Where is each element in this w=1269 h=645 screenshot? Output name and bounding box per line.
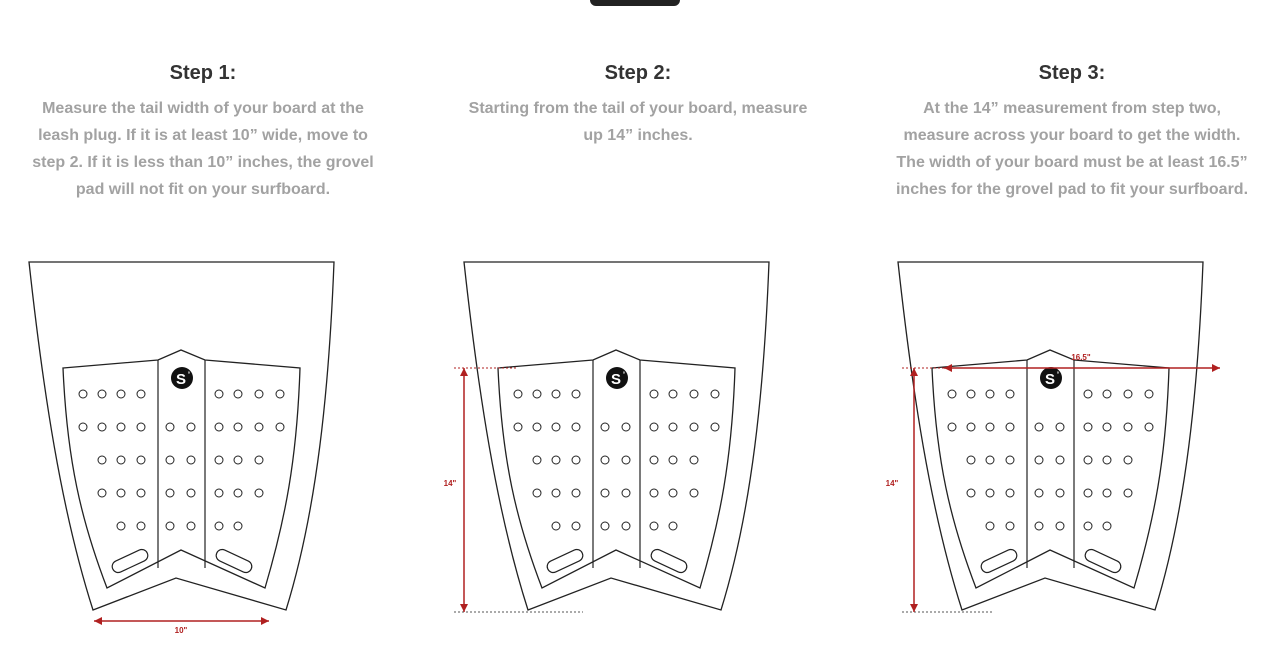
traction-dot-icon [117,522,125,530]
traction-dot-icon [690,456,698,464]
traction-dot-icon [1124,489,1132,497]
surfboard-tail-outline [898,262,1203,610]
traction-dot-icon [601,456,609,464]
traction-dot-icon [1124,423,1132,431]
traction-dot-icon [1103,489,1111,497]
step-1-diagram [3,250,403,645]
arrow-right-icon [1212,364,1220,372]
traction-dot-icon [572,456,580,464]
traction-dot-icon [215,390,223,398]
traction-dot-icon [255,423,263,431]
traction-dot-icon [986,522,994,530]
traction-dot-icon [533,456,541,464]
traction-dot-icon [166,456,174,464]
traction-dot-icon [1103,423,1111,431]
logo-letter: S [1044,371,1056,388]
traction-dot-icon [234,489,242,497]
traction-dot-icon [1035,522,1043,530]
traction-dot-icon [1035,489,1043,497]
width-measurement [94,617,269,635]
step-3-title: Step 3: [1038,62,1106,84]
traction-dot-icon [650,390,658,398]
traction-dot-icon [669,423,677,431]
traction-dot-icon [1145,423,1153,431]
arrow-down-icon [460,604,468,612]
step-1-description: Measure the tail width of your board at the leash plug. If it is at least 10” wide, move to step 2. If it is less than 10” inches, the grovel pad will not fit on your surfboard. [32,100,374,198]
traction-dot-icon [1056,456,1064,464]
step-2-diagram [438,250,838,645]
traction-dot-icon [690,390,698,398]
traction-dot-icon [948,423,956,431]
traction-dot-icon [986,456,994,464]
surfboard-tail-outline [464,262,769,610]
traction-dot-icon [650,423,658,431]
traction-dot-icon [276,390,284,398]
traction-dot-icon [650,489,658,497]
traction-dot-icon [986,390,994,398]
traction-dot-icon [117,489,125,497]
traction-dot-icon [533,390,541,398]
traction-dot-icon [117,423,125,431]
traction-dot-icon [1145,390,1153,398]
traction-dot-icon [187,522,195,530]
traction-dot-icon [1056,423,1064,431]
traction-dot-icon [533,423,541,431]
length-measure-label: 14" [443,479,457,488]
traction-dot-icon [117,456,125,464]
traction-dot-icon [137,489,145,497]
step-1-column [3,0,403,645]
traction-dot-icon [622,456,630,464]
traction-dot-icon [572,423,580,431]
traction-dot-icon [514,390,522,398]
board-outline [464,262,769,610]
traction-dot-icon [215,522,223,530]
traction-dot-icon [1006,390,1014,398]
traction-dot-icon [711,390,719,398]
traction-dot-icon [1056,489,1064,497]
traction-dot-icon [690,489,698,497]
traction-dot-icon [1084,456,1092,464]
step-2-description: Starting from the tail of your board, measure up 14” inches. [468,100,808,144]
traction-dot-icon [572,522,580,530]
traction-dot-icon [234,456,242,464]
traction-dot-icon [255,456,263,464]
traction-dot-icon [533,489,541,497]
traction-dot-icon [948,390,956,398]
traction-dot-icon [1103,456,1111,464]
traction-dot-icon [187,456,195,464]
arrow-right-icon [261,617,269,625]
traction-dot-icon [98,390,106,398]
traction-dot-icon [98,489,106,497]
traction-dot-icon [669,522,677,530]
logo-letter: S [610,371,622,388]
traction-dot-icon [552,423,560,431]
step-1-title: Step 1: [169,62,237,84]
traction-dot-icon [711,423,719,431]
traction-dot-icon [166,423,174,431]
traction-dot-icon [98,456,106,464]
traction-dot-icon [215,456,223,464]
width-measure-label: 16.5" [1071,353,1091,362]
traction-dot-icon [1035,423,1043,431]
board-outline [29,262,334,610]
traction-dot-icon [234,522,242,530]
traction-dot-icon [1103,390,1111,398]
traction-dot-icon [552,489,560,497]
traction-dot-icon [1084,489,1092,497]
traction-dot-icon [79,423,87,431]
traction-dot-icon [622,522,630,530]
traction-dot-icon [1006,522,1014,530]
traction-dot-icon [1035,456,1043,464]
traction-dot-icon [1006,489,1014,497]
step-3-column [872,0,1269,645]
traction-dot-icon [967,390,975,398]
traction-dot-icon [215,489,223,497]
traction-dot-icon [669,456,677,464]
step-2-column [438,0,838,645]
logo-mark: ° [622,372,626,378]
traction-dot-icon [137,423,145,431]
traction-dot-icon [986,423,994,431]
traction-dot-icon [98,423,106,431]
traction-dot-icon [166,489,174,497]
traction-dot-icon [601,489,609,497]
traction-dot-icon [650,456,658,464]
arrow-down-icon [910,604,918,612]
traction-dot-icon [234,423,242,431]
logo-letter: S [175,371,187,388]
logo-mark: ° [187,372,191,378]
traction-dot-icon [1006,456,1014,464]
surfboard-tail-outline [29,262,334,610]
width-measure-label: 10" [174,626,188,635]
traction-dot-icon [1084,423,1092,431]
length-measure-label: 14" [885,479,899,488]
traction-dot-icon [1103,522,1111,530]
traction-dot-icon [622,489,630,497]
step-3-board-svg [872,250,1269,645]
traction-dot-icon [187,423,195,431]
traction-dot-icon [967,489,975,497]
traction-dot-icon [1084,390,1092,398]
arrow-up-icon [460,368,468,376]
traction-dot-icon [137,390,145,398]
traction-dot-icon [1056,522,1064,530]
step-2-board-svg [438,250,838,645]
traction-dot-icon [552,522,560,530]
traction-dot-icon [622,423,630,431]
traction-dot-icon [255,390,263,398]
traction-dot-icon [650,522,658,530]
traction-dot-icon [255,489,263,497]
traction-dot-icon [967,423,975,431]
traction-dot-icon [572,489,580,497]
step-3-diagram [872,250,1269,645]
traction-dot-icon [187,489,195,497]
traction-dot-icon [1006,423,1014,431]
traction-dot-icon [669,390,677,398]
traction-dot-icon [234,390,242,398]
traction-dot-icon [690,423,698,431]
arrow-left-icon [94,617,102,625]
board-outline [898,262,1203,610]
traction-dot-icon [552,456,560,464]
step-1-board-svg [3,250,403,645]
traction-dot-icon [117,390,125,398]
traction-dot-icon [986,489,994,497]
logo-mark: ° [1056,372,1060,378]
traction-dot-icon [276,423,284,431]
traction-dot-icon [1084,522,1092,530]
traction-dot-icon [215,423,223,431]
traction-dot-icon [1124,456,1132,464]
step-3-description: At the 14” measurement from step two, measure across your board to get the width. The width of your board must be at least 16.5” inches for the grovel pad to fit your surfboard. [895,100,1249,198]
traction-dot-icon [967,456,975,464]
traction-dot-icon [669,489,677,497]
traction-dot-icon [572,390,580,398]
traction-dot-icon [552,390,560,398]
traction-dot-icon [79,390,87,398]
traction-dot-icon [1124,390,1132,398]
traction-dot-icon [514,423,522,431]
step-2-title: Step 2: [604,62,672,84]
traction-dot-icon [601,423,609,431]
traction-dot-icon [137,456,145,464]
traction-dot-icon [137,522,145,530]
traction-dot-icon [601,522,609,530]
traction-dot-icon [166,522,174,530]
